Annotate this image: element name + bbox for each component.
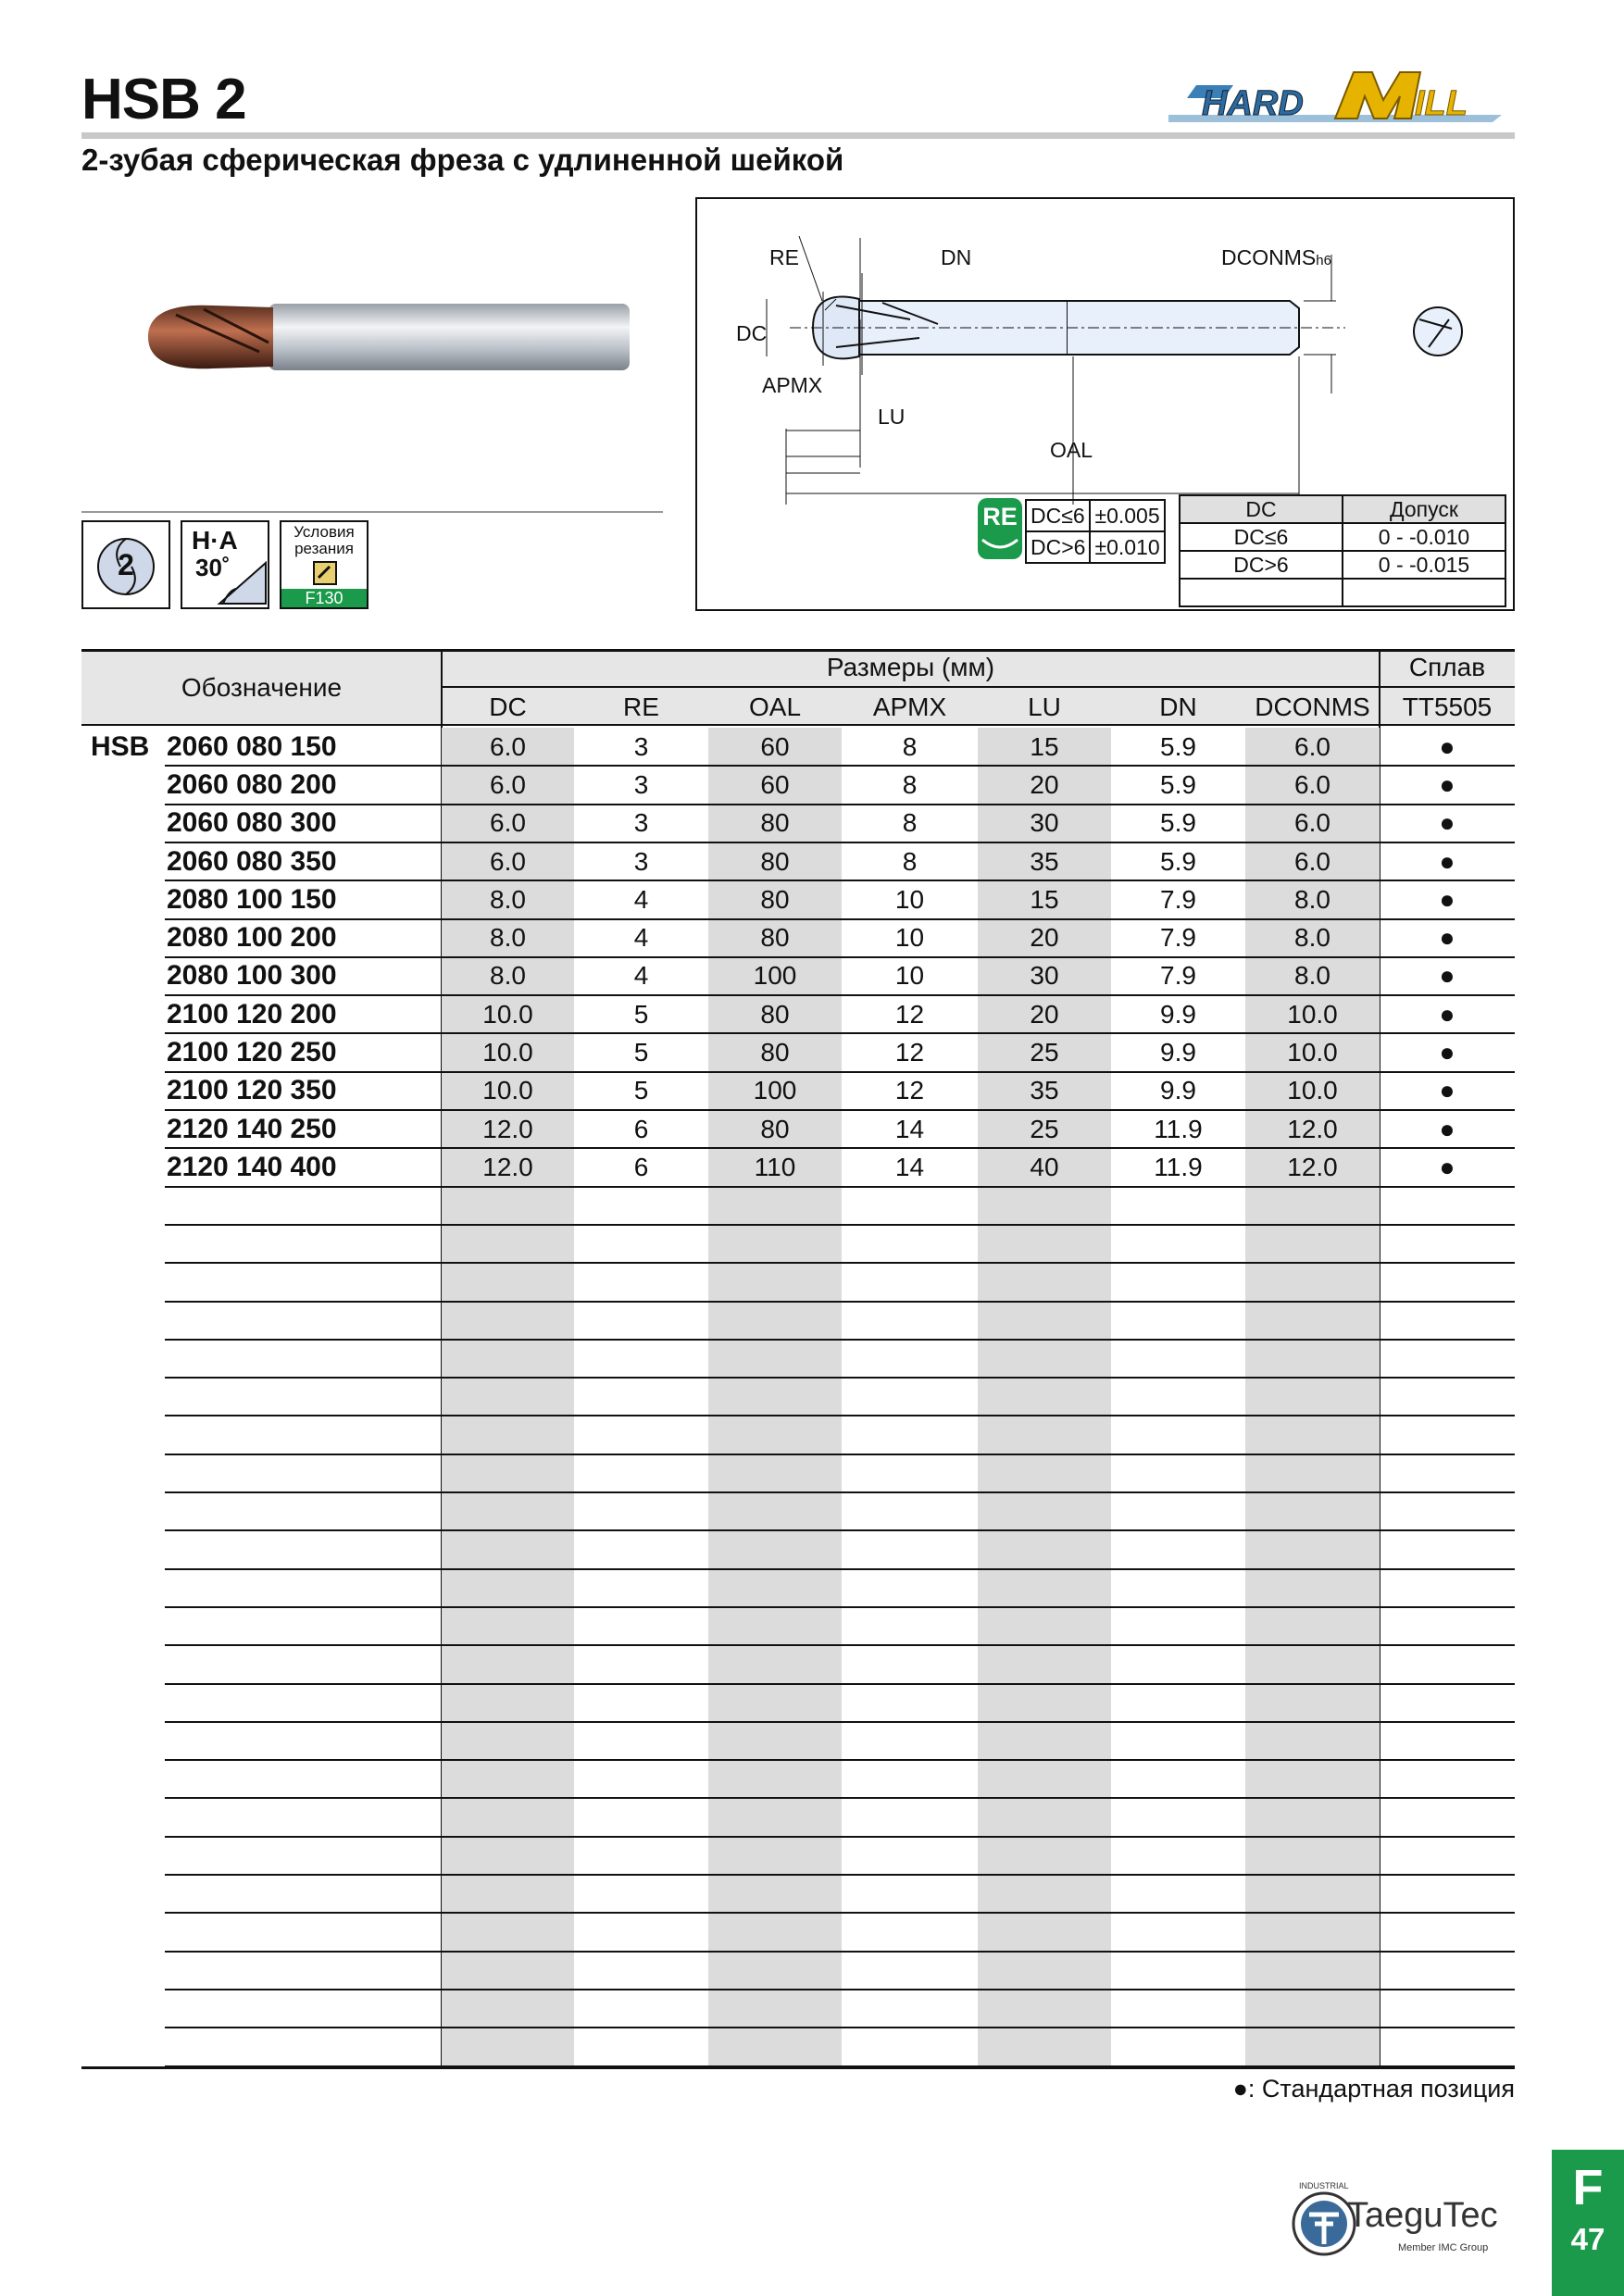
- designation-header: Обозначение: [181, 672, 343, 702]
- book-icon: [311, 559, 339, 587]
- table-cell: 3: [633, 846, 649, 876]
- table-cell: 12.0: [1287, 1152, 1338, 1181]
- table-cell: 12: [894, 1076, 925, 1105]
- table-cell: 80: [760, 1114, 790, 1143]
- re-tol: ±0.010: [1090, 531, 1164, 563]
- table-cell: 20: [1030, 999, 1059, 1029]
- table-cell: 0 - -0.010: [1343, 523, 1505, 551]
- standard-mark: ●: [1439, 961, 1455, 991]
- table-cell: 8: [902, 808, 918, 838]
- table-cell: 6.0: [490, 808, 526, 838]
- label-apmx: APMX: [762, 373, 823, 397]
- column-header: APMX: [872, 692, 947, 721]
- table-cell: 20: [1030, 769, 1059, 799]
- designation-code: 2060 080 200: [167, 768, 337, 800]
- cond-label-2: резания: [294, 540, 354, 557]
- table-cell: 11.9: [1154, 1114, 1203, 1143]
- table-cell: 8: [902, 769, 918, 799]
- table-cell: 12: [894, 999, 925, 1029]
- re-tol: ±0.005: [1090, 500, 1164, 531]
- table-cell: 3: [633, 731, 649, 761]
- standard-mark: ●: [1439, 808, 1455, 838]
- table-cell: 5.9: [1160, 731, 1196, 761]
- table-row: [1026, 531, 1165, 563]
- row-rule: [165, 1339, 1515, 1341]
- column-header: DC: [1180, 495, 1343, 523]
- row-rule: [165, 1912, 1515, 1914]
- row-rule: [165, 1568, 1515, 1570]
- table-row: [1180, 523, 1505, 551]
- row-rule: [165, 1644, 1515, 1646]
- row-rule: [165, 1797, 1515, 1799]
- row-rule: [165, 1529, 1515, 1531]
- table-cell: 4: [633, 884, 649, 914]
- row-rule: [165, 1301, 1515, 1303]
- table-cell: 11.9: [1154, 1152, 1203, 1181]
- table-cell: 6: [633, 1114, 649, 1143]
- designation-code: 2080 100 150: [167, 883, 337, 915]
- row-rule: [165, 1759, 1515, 1761]
- table-cell: 5.9: [1160, 769, 1196, 799]
- table-cell: 6.0: [1294, 846, 1330, 876]
- table-cell: 5: [633, 1076, 649, 1105]
- column-header: OAL: [748, 692, 802, 721]
- series-prefix: HSB: [91, 730, 150, 762]
- dc-tolerance-table: [1179, 494, 1506, 607]
- table-cell: 6.0: [1294, 808, 1330, 838]
- row-rule: [165, 1721, 1515, 1723]
- standard-mark: ●: [1439, 731, 1455, 761]
- company-sub: Member IMC Group: [1398, 2242, 1489, 2253]
- standard-mark: ●: [1439, 769, 1455, 799]
- svg-text:HARD: HARD: [1202, 84, 1304, 123]
- table-cell: 10.0: [1287, 1038, 1338, 1067]
- label-dc: DC: [736, 321, 768, 345]
- table-bottom-rule: [81, 2066, 1515, 2069]
- page-title: HSB 2: [81, 68, 246, 131]
- table-cell: 8.0: [1294, 923, 1330, 953]
- table-cell: 60: [760, 731, 790, 761]
- standard-mark: ●: [1439, 1076, 1455, 1105]
- cond-page-ref: F130: [281, 589, 367, 607]
- table-cell: 80: [760, 999, 790, 1029]
- tool-photo: [111, 259, 648, 407]
- flute-count: 2: [118, 548, 134, 581]
- table-cell: 10.0: [1287, 999, 1338, 1029]
- table-cell: 10.0: [482, 999, 533, 1029]
- table-cell: [1343, 579, 1505, 606]
- table-cell: 15: [1030, 731, 1059, 761]
- table-cell: 30: [1030, 808, 1059, 838]
- standard-mark: ●: [1439, 1038, 1455, 1067]
- row-rule: [165, 1377, 1515, 1379]
- column-header: Допуск: [1343, 495, 1505, 523]
- section-letter: F: [1572, 2160, 1604, 2215]
- table-cell: 12: [894, 1038, 925, 1067]
- table-cell: 7.9: [1160, 884, 1196, 914]
- designation-code: 2060 080 300: [167, 807, 337, 839]
- table-cell: 80: [760, 923, 790, 953]
- table-cell: 9.9: [1160, 1076, 1196, 1105]
- row-rule: [165, 1224, 1515, 1226]
- table-cell: 60: [760, 769, 790, 799]
- table-cell: 80: [760, 884, 790, 914]
- standard-mark: ●: [1439, 1114, 1455, 1143]
- table-cell: 25: [1030, 1038, 1059, 1067]
- table-cell: 3: [633, 769, 649, 799]
- table-header-row: [1180, 495, 1505, 523]
- table-cell: 6.0: [490, 846, 526, 876]
- table-cell: 80: [760, 808, 790, 838]
- table-cell: 14: [894, 1152, 925, 1181]
- dimensions-header: Размеры (мм): [442, 649, 1380, 688]
- table-cell: 7.9: [1160, 961, 1196, 991]
- row-rule: [165, 1262, 1515, 1264]
- table-cell: 10.0: [482, 1038, 533, 1067]
- table-cell: 12.0: [482, 1152, 533, 1181]
- row-rule: [165, 1415, 1515, 1416]
- table-cell: 4: [633, 923, 649, 953]
- table-cell: 7.9: [1160, 923, 1196, 953]
- row-rule: [165, 1951, 1515, 1953]
- flutes-badge: [81, 520, 170, 609]
- table-cell: DC≤6: [1180, 523, 1343, 551]
- designation-code: 2120 140 400: [167, 1151, 337, 1182]
- table-row: [1180, 579, 1505, 606]
- table-cell: 30: [1030, 961, 1059, 991]
- standard-item-legend: ●: Стандартная позиция: [1232, 2075, 1515, 2103]
- standard-mark: ●: [1439, 999, 1455, 1029]
- table-cell: 10.0: [1287, 1076, 1338, 1105]
- table-cell: 10: [894, 923, 925, 953]
- standard-mark: ●: [1439, 884, 1455, 914]
- standard-mark: ●: [1439, 1152, 1455, 1181]
- table-cell: 8.0: [1294, 884, 1330, 914]
- section-tab: [1552, 2150, 1624, 2296]
- designation-code: 2060 080 350: [167, 845, 337, 877]
- table-cell: 5.9: [1160, 808, 1196, 838]
- label-re: RE: [769, 245, 799, 269]
- helix-label: H·A: [192, 526, 238, 555]
- table-cell: 80: [760, 1038, 790, 1067]
- table-cell: 10: [894, 884, 925, 914]
- designation-code: 2100 120 200: [167, 998, 337, 1029]
- label-dconms: DCONMSh6: [1221, 245, 1331, 269]
- table-cell: 6: [633, 1152, 649, 1181]
- table-cell: 8.0: [1294, 961, 1330, 991]
- table-cell: 5: [633, 1038, 649, 1067]
- table-cell: 20: [1030, 923, 1059, 953]
- label-dn: DN: [941, 245, 972, 269]
- grade-header: TT5505: [1402, 692, 1493, 721]
- table-cell: 6.0: [490, 731, 526, 761]
- re-badge-label: RE: [982, 503, 1018, 530]
- helix-angle-icon: [182, 522, 268, 607]
- table-cell: 10.0: [482, 1076, 533, 1105]
- row-rule: [165, 1874, 1515, 1876]
- hardmill-logo: [1168, 67, 1520, 131]
- table-cell: 12.0: [1287, 1114, 1338, 1143]
- table-cell: 14: [894, 1114, 925, 1143]
- company-ring-text: INDUSTRIAL: [1299, 2181, 1349, 2190]
- table-cell: 100: [753, 1076, 797, 1105]
- row-rule: [165, 1606, 1515, 1608]
- table-cell: 6.0: [490, 769, 526, 799]
- page-number: 47: [1570, 2222, 1605, 2256]
- re-tolerance-table: [1025, 499, 1166, 564]
- table-cell: 12.0: [482, 1114, 533, 1143]
- column-header: DCONMS: [1255, 692, 1370, 721]
- helix-angle-badge: [181, 520, 269, 609]
- designation-code: 2100 120 350: [167, 1075, 337, 1106]
- row-rule: [165, 1491, 1515, 1493]
- column-header: DC: [489, 692, 527, 721]
- cond-label-1: Условия: [294, 523, 355, 541]
- table-cell: 6.0: [1294, 731, 1330, 761]
- table-cell: 110: [754, 1152, 796, 1181]
- page-subtitle: 2-зубая сферическая фреза с удлиненной шейкой: [81, 143, 844, 177]
- label-lu: LU: [878, 405, 906, 429]
- helix-angle: 30˚: [195, 554, 231, 581]
- row-rule: [165, 1683, 1515, 1685]
- cutting-conditions-badge: [280, 520, 369, 609]
- re-cond: DC>6: [1026, 531, 1090, 563]
- designation-code: 2060 080 150: [167, 730, 337, 762]
- row-rule: [165, 1989, 1515, 1990]
- designation-code: 2080 100 200: [167, 922, 337, 954]
- table-cell: 6.0: [1294, 769, 1330, 799]
- header-rule: [81, 132, 1515, 139]
- standard-mark: ●: [1439, 923, 1455, 953]
- company-name: TaeguTec: [1347, 2196, 1498, 2235]
- table-cell: 15: [1030, 884, 1059, 914]
- table-cell: 8.0: [490, 884, 526, 914]
- re-cond: DC≤6: [1026, 500, 1090, 531]
- table-cell: 8: [902, 731, 918, 761]
- table-cell: 100: [753, 961, 797, 991]
- row-rule: [165, 1454, 1515, 1455]
- table-row: [1180, 551, 1505, 579]
- table-cell: 4: [633, 961, 649, 991]
- table-cell: 40: [1030, 1152, 1059, 1181]
- table-cell: 9.9: [1160, 999, 1196, 1029]
- table-cell: 8.0: [490, 923, 526, 953]
- alloy-header: Сплав: [1380, 649, 1515, 688]
- column-header: LU: [1028, 692, 1061, 721]
- table-row: [1026, 500, 1165, 531]
- column-header: RE: [623, 692, 659, 721]
- row-rule: [165, 1836, 1515, 1838]
- table-cell: 80: [760, 846, 790, 876]
- table-cell: DC>6: [1180, 551, 1343, 579]
- designation-code: 2080 100 300: [167, 960, 337, 992]
- svg-text:ILL: ILL: [1415, 84, 1468, 123]
- row-rule: [165, 2027, 1515, 2028]
- table-cell: 10: [894, 961, 925, 991]
- table-cell: 5.9: [1160, 846, 1196, 876]
- standard-mark: ●: [1439, 846, 1455, 876]
- column-header: DN: [1159, 692, 1197, 721]
- table-cell: 35: [1030, 846, 1059, 876]
- table-cell: 3: [633, 808, 649, 838]
- table-cell: [1180, 579, 1343, 606]
- divider: [81, 511, 663, 513]
- table-cell: 25: [1030, 1114, 1059, 1143]
- designation-code: 2120 140 250: [167, 1113, 337, 1144]
- table-cell: 0 - -0.015: [1343, 551, 1505, 579]
- table-cell: 35: [1030, 1076, 1059, 1105]
- table-cell: 8: [902, 846, 918, 876]
- table-cell: 8.0: [490, 961, 526, 991]
- table-cell: 5: [633, 999, 649, 1029]
- designation-code: 2100 120 250: [167, 1037, 337, 1068]
- table-cell: 9.9: [1160, 1038, 1196, 1067]
- label-oal: OAL: [1050, 438, 1093, 462]
